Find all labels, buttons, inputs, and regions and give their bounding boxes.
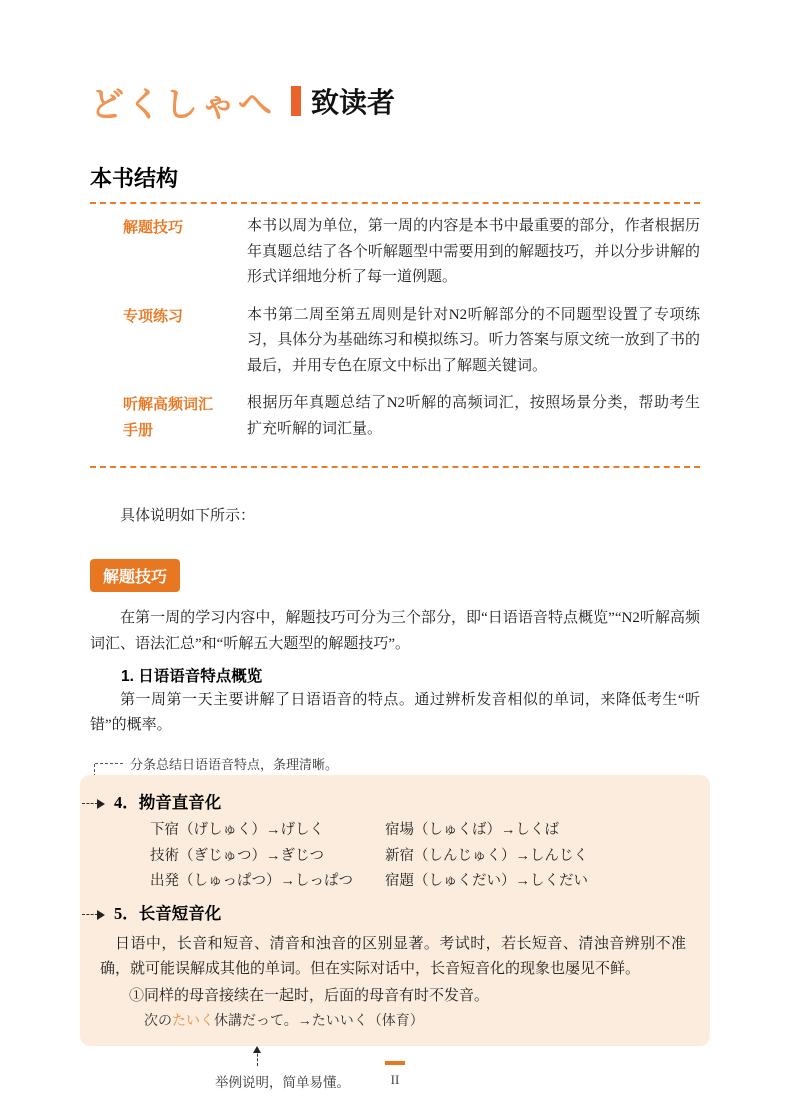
example-cell: 新宿（しんじゅく）→しんじく <box>385 847 588 864</box>
example-cell: 技術（ぎじゅつ）→ぎじつ <box>150 847 324 864</box>
example-highlight: たいく <box>172 1014 214 1030</box>
phonetics-paragraph: 第一周第一天主要讲解了日语语音的特点。通过辨析发音相似的单词，来降低考生“听错”的概率。 <box>90 691 700 734</box>
section-heading-structure: 本书结构 <box>90 166 179 191</box>
example-cell: 宿題（しゅくだい）→しくだい <box>385 873 588 890</box>
title-divider-bar <box>291 86 301 116</box>
box-item-4-title-text: 4．拗音直音化 <box>114 793 222 813</box>
structure-item-label: 听解高频词汇手册 <box>123 396 214 439</box>
intro-line: 具体说明如下所示： <box>120 508 256 524</box>
page-header <box>90 80 700 122</box>
example-cell: 宿場（しゅくば）→しくば <box>385 822 559 839</box>
example-prefix: 次の <box>144 1014 172 1030</box>
example-suffix: 休講だって。→たいいく（体育） <box>214 1014 424 1030</box>
sub-heading-phonetics: 1. 日语语音特点概览 <box>121 667 263 685</box>
technique-badge: 解题技巧 <box>90 559 180 592</box>
dashed-divider-bottom <box>90 466 700 468</box>
page-number: II <box>390 1072 400 1087</box>
box-item-5-subpoint: ①同样的母音接续在一起时，后面的母音有时不发音。 <box>129 988 490 1005</box>
footer-accent-bar <box>385 1061 405 1065</box>
structure-item-text: 本书第二周至第五周则是针对N2听解部分的不同题型设置了专项练习，具体分为基础练习和模拟练习。听力答案与原文统一放到了书的最后，并用专色在原文中标出了解题关键词。 <box>247 306 700 374</box>
structure-item-text: 根据历年真题总结了N2听解的高频词汇，按照场景分类，帮助考生扩充听解的词汇量。 <box>247 395 700 437</box>
structure-item-technique <box>123 214 700 291</box>
box-item-5-example <box>144 1011 686 1032</box>
box-item-5-paragraph: 日语中，长音和短音、清音和浊音的区别显著。考试时，若长短音、清浊音辨别不准确，就可能误解成其他的单词。但在实际对话中，长音短音化的现象也屡见不鲜。 <box>100 935 686 977</box>
structure-item-vocabulary <box>123 391 700 443</box>
structure-item-label: 解题技巧 <box>123 219 184 236</box>
structure-item-text: 本书以周为单位，第一周的内容是本书中最重要的部分，作者根据历年真题总结了各个听解题型中需要用到的解题技巧，并以分步讲解的形式详细地分析了每一道例题。 <box>247 218 700 285</box>
dashed-arrow-icon <box>82 799 106 809</box>
structure-item-practice <box>123 303 700 380</box>
box-item-5-title-text: 5．长音短音化 <box>114 903 222 923</box>
page-footer <box>0 1061 790 1088</box>
dashed-connector-icon <box>95 763 123 764</box>
structure-item-list <box>90 204 700 457</box>
technique-paragraph: 在第一周的学习内容中，解题技巧可分为三个部分，即“日语语音特点概览”“N2听解高频词汇、语法汇总”和“听解五大题型的解题技巧”。 <box>90 610 700 652</box>
example-cell: 出発（しゅっぱつ）→しっぱつ <box>150 873 353 890</box>
example-cell: 下宿（げしゅく）→げしく <box>150 822 324 839</box>
page-title-japanese: どくしゃへ <box>90 85 275 124</box>
structure-item-label: 专项练习 <box>123 307 184 325</box>
box-item-4-title <box>114 791 686 815</box>
box-item-5-title <box>114 902 686 926</box>
phonetics-example-box <box>80 775 710 1046</box>
annotation-top-text: 分条总结日语语音特点，条理清晰。 <box>130 756 339 772</box>
annotation-top <box>95 753 700 773</box>
youon-example-list <box>150 821 686 892</box>
annotation-bottom-text: 举例说明，简单易懂。 <box>215 1075 350 1091</box>
page-title-chinese: 致读者 <box>311 87 396 118</box>
dashed-arrow-icon <box>82 910 106 920</box>
